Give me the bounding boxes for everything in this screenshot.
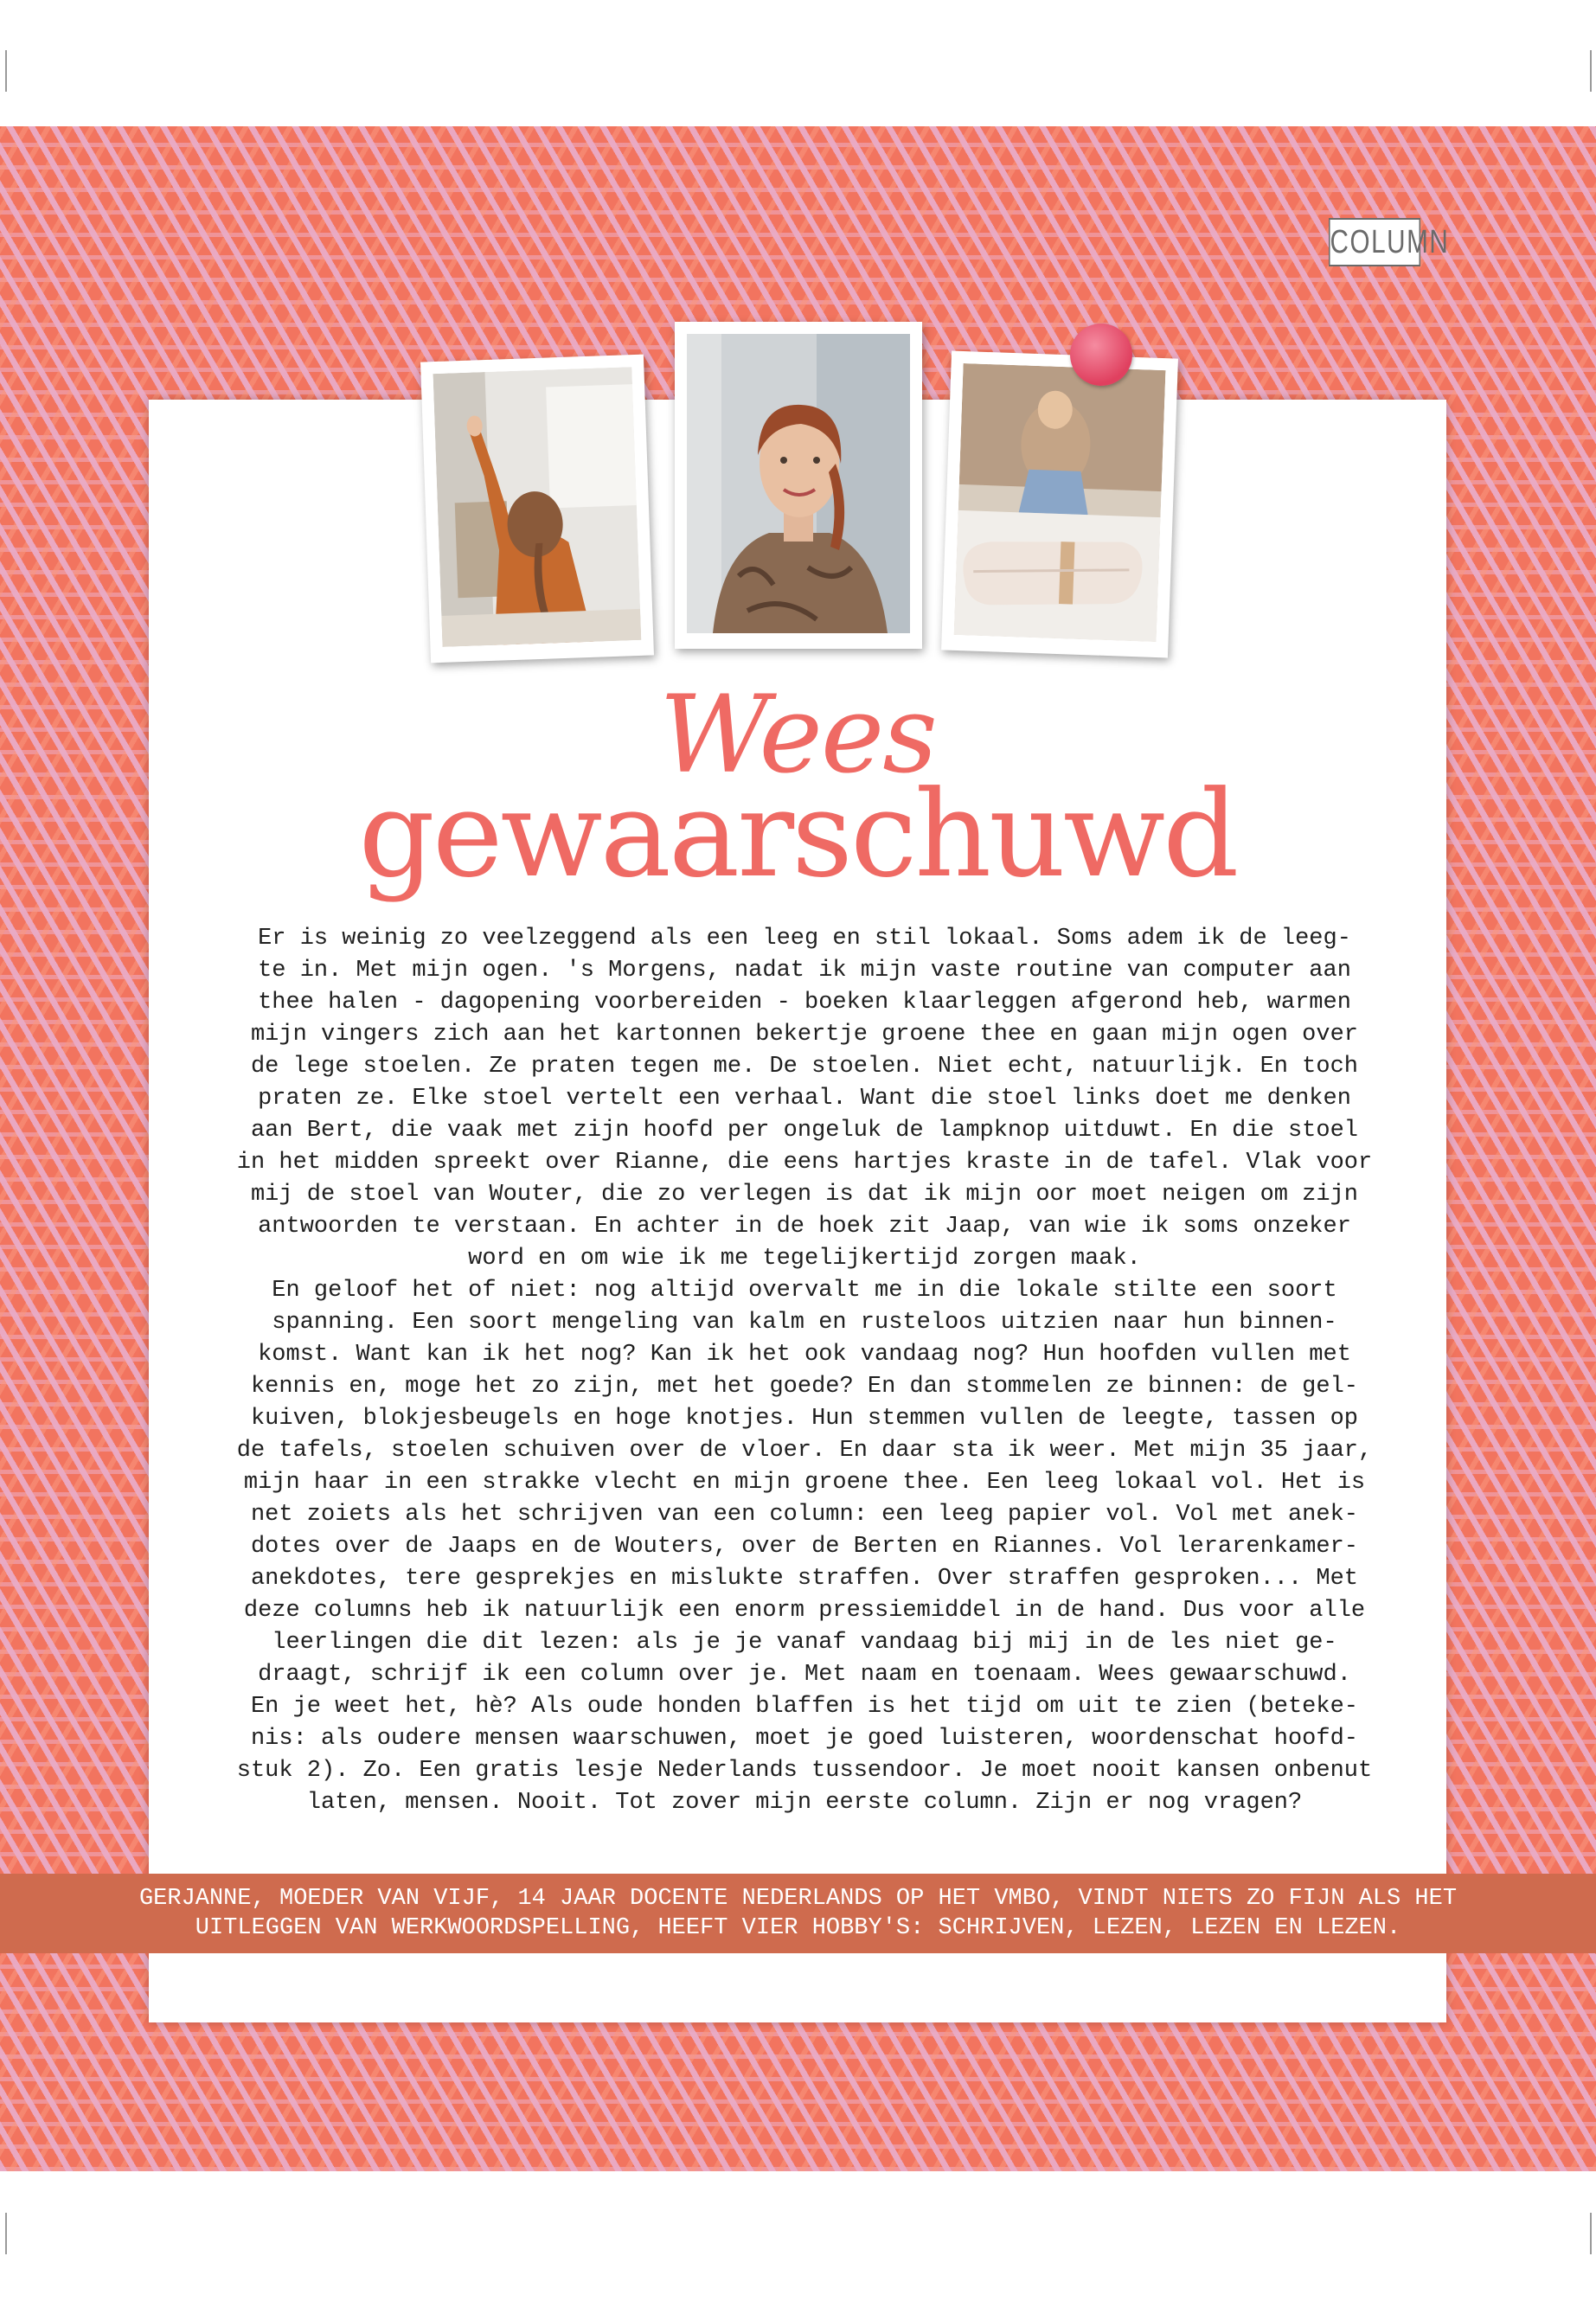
body-line: te in. Met mijn ogen. 's Morgens, nadat ik mijn vaste routine van computer aan [258, 958, 1351, 984]
bio-line: UITLEGGEN VAN WERKWOORDSPELLING, HEEFT VIER HOBBY'S: SCHRIJVEN, LEZEN, LEZEN EN LEZEN. [195, 1915, 1401, 1941]
photo-pencil-case [941, 351, 1178, 658]
body-line: anekdotes, tere gesprekjes en mislukte straffen. Over straffen gesproken... Met [250, 1566, 1358, 1592]
body-line: En je weet het, hè? Als oude honden blaffen is het tijd om uit te zien (beteke- [250, 1694, 1358, 1720]
body-line: deze columns heb ik natuurlijk een enorm pressiemiddel in de hand. Dus voor alle [243, 1598, 1366, 1624]
body-line: kennis en, moge het zo zijn, met het goede? En dan stommelen ze binnen: de gel- [250, 1374, 1358, 1400]
body-line: kuiven, blokjesbeugels en hoge knotjes. Hun stemmen vullen de leegte, tassen op [250, 1406, 1358, 1432]
photo-student-raising-hand [420, 355, 654, 663]
teacher-portrait-icon [687, 334, 910, 633]
body-line: mijn haar in een strakke vlecht en mijn groene thee. Een leeg lokaal vol. Het is [243, 1470, 1366, 1496]
author-bio-band [0, 1874, 1596, 1953]
pencil-case-icon [954, 363, 1166, 642]
body-line: nis: als oudere mensen waarschuwen, moet je goed luisteren, woordenschat hoofd- [250, 1726, 1358, 1752]
body-line: spanning. Een soort mengeling van kalm en rusteloos uitzien naar hun binnen- [272, 1310, 1337, 1336]
body-line: aan Bert, die vaak met zijn hoofd per ongeluk de lampknop uitduwt. En die stoel [250, 1118, 1358, 1144]
body-line: word en om wie ik me tegelijkertijd zorgen maak. [468, 1246, 1141, 1272]
pencil-case-image [954, 363, 1166, 642]
photo-teacher-portrait [675, 322, 922, 649]
body-line: dotes over de Jaaps en de Wouters, over de Berten en Riannes. Vol lerarenkamer- [250, 1534, 1358, 1560]
crop-mark-top-left [5, 50, 7, 92]
title-line-2: gewaarschuwd [358, 765, 1237, 904]
column-label: COLUMN [1329, 218, 1420, 266]
body-line: net zoiets als het schrijven van een column: een leeg papier vol. Vol met anek- [250, 1502, 1358, 1528]
body-line: in het midden spreekt over Rianne, die eens hartjes kraste in de tafel. Vlak voor [236, 1150, 1373, 1176]
column-body [199, 923, 1410, 1819]
body-line: de lege stoelen. Ze praten tegen me. De stoelen. Niet echt, natuurlijk. En toch [250, 1054, 1358, 1080]
body-line: praten ze. Elke stoel vertelt een verhaal. Want die stoel links doet me denken [258, 1086, 1351, 1112]
body-line: de tafels, stoelen schuiven over de vloer. En daar sta ik weer. Met mijn 35 jaar, [236, 1438, 1373, 1464]
student-raising-hand-icon [433, 367, 641, 647]
title-line-1: Wees [659, 673, 936, 798]
body-line: leerlingen die dit lezen: als je je vanaf vandaag bij mij in de les niet ge- [272, 1630, 1337, 1656]
body-line: En geloof het of niet: nog altijd overvalt me in die lokale stilte een soort [272, 1278, 1337, 1304]
body-line: antwoorden te verstaan. En achter in de hoek zit Jaap, van wie ik soms onzeker [258, 1214, 1351, 1240]
crop-mark-bottom-right [1590, 2213, 1592, 2254]
crop-mark-top-right [1590, 50, 1592, 92]
push-pin-icon [1070, 324, 1132, 386]
body-line: mij de stoel van Wouter, die zo verlegen is dat ik mijn oor moet neigen om zijn [250, 1182, 1358, 1208]
classroom-student-image [433, 367, 641, 647]
teacher-portrait-image [687, 334, 910, 633]
body-line: laten, mensen. Nooit. Tot zover mijn eerste column. Zijn er nog vragen? [306, 1790, 1303, 1816]
body-line: komst. Want kan ik het nog? Kan ik het ook vandaag nog? Hun hoofden vullen met [258, 1342, 1351, 1368]
body-line: draagt, schrijf ik een column over je. Met naam en toenaam. Wees gewaarschuwd. [258, 1662, 1351, 1688]
crop-mark-bottom-left [5, 2213, 7, 2254]
body-line: mijn vingers zich aan het kartonnen bekertje groene thee en gaan mijn ogen over [250, 1022, 1358, 1048]
body-line: stuk 2). Zo. Een gratis lesje Nederlands tussendoor. Je moet nooit kansen onbenut [236, 1758, 1373, 1784]
bio-line: GERJANNE, MOEDER VAN VIJF, 14 JAAR DOCENTE NEDERLANDS OP HET VMBO, VINDT NIETS ZO FIJN ALS HET [138, 1886, 1458, 1912]
body-line: thee halen - dagopening voorbereiden - boeken klaarleggen afgerond heb, warmen [258, 990, 1351, 1016]
body-line: Er is weinig zo veelzeggend als een leeg en stil lokaal. Soms adem ik de leeg- [258, 926, 1351, 952]
